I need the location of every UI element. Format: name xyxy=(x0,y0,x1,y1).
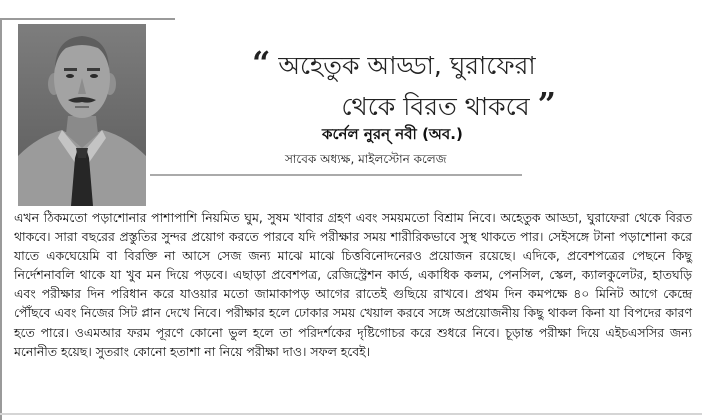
article-body: এখন ঠিকমতো পড়াশোনার পাশাপাশি নিয়মিত ঘুম, সুষম খাবার গ্রহণ এবং সময়মতো বিশ্রাম নিবে। অহেতুক আড্ডা, ঘুরাফেরা থেকে বিরত থাকবে। সারা বছরের প্রস্তুতির সুন্দর প্রয়োগ করতে পারবে যদি পরীক্ষার সময় শারীরিকভাবে সুস্থ থাকতে পার। সেইসঙ্গে টানা পড়াশোনা করে যাতে একঘেয়েমি বা বিরক্তি না আসে সেজ জন্য মাঝে মাঝে চিত্তবিনোদনেরও প্রয়োজন রয়েছে। এদিকে, প্রবেশপত্রের পেছনে কিছু নির্দেশনাবলি থাকে যা খুব মন দিয়ে পড়বে। এছাড়া প্রবেশপত্র, রেজিস্ট্রেশন কার্ড, একাধিক কলম, পেনসিল, স্কেল, ক্যালকুলেটর, হাতঘড়ি এবং পরীক্ষার দিন পরিধান করে যাওয়ার মতো জামাকাপড় আগের রাতেই গুছিয়ে রাখবে। প্রথম দিন কমপক্ষে ৪০ মিনিট আগে কেন্দ্রে পৌঁছবে এবং নিজের সিট প্লান দেখে নিবে। পরীক্ষার হলে ঢোকার সময় খেয়াল করবে সঙ্গে অপ্রয়োজনীয় কিছু থাকল কিনা যা বিপদের কারণ হতে পারে। ওএমআর ফরম পূরণে কোনো ভুল হলে তা পরিদর্শকের দৃষ্টিগোচর করে শুধরে নিবে। চূড়ান্ত পরীক্ষা দিয়ে এইচএসসির জন্য মনোনীত হয়েছ। সুতরাং কোনো হতাশা না নিয়ে পরীক্ষা দাও। সফল হবেই। xyxy=(14,210,692,359)
pull-quote-line-2-text: থেকে বিরত থাকবে xyxy=(341,92,530,121)
frame-top-border xyxy=(0,18,175,20)
author-name: কর্নেল নুরন্ নবী (অব.) xyxy=(322,125,463,143)
header-divider xyxy=(150,174,522,176)
pull-quote xyxy=(248,44,608,126)
frame-left-border xyxy=(0,18,2,420)
author-title: সাবেক অধ্যক্ষ, মাইলস্টোন কলেজ xyxy=(285,152,447,166)
pull-quote-line-1-text: অহেতুক আড্ডা, ঘুরাফেরা xyxy=(278,51,536,80)
bottom-rule xyxy=(0,413,702,415)
quote-open-mark: “ xyxy=(252,44,271,82)
quote-close-mark: ” xyxy=(537,85,556,123)
author-photo xyxy=(18,24,146,206)
pull-quote-line-2 xyxy=(248,85,608,126)
pull-quote-line-1 xyxy=(248,44,608,85)
